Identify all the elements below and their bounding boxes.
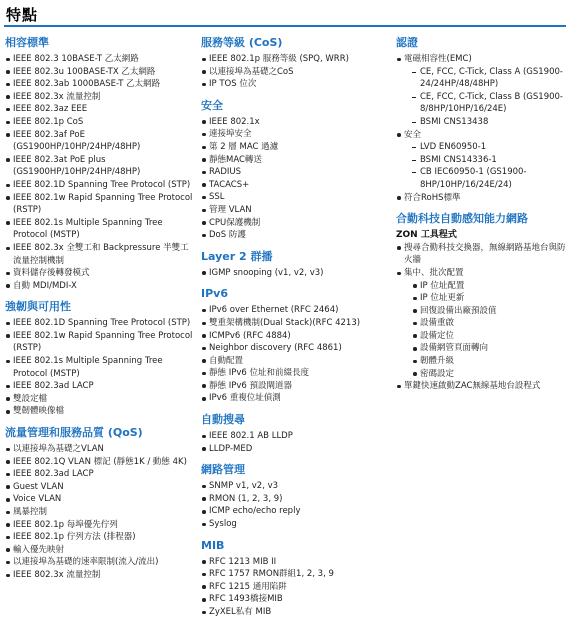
list-item: IEEE 802.1p CoS — [5, 116, 193, 129]
list-item: 以連接埠為基礎之VLAN — [5, 443, 193, 456]
list-item: RFC 1215 通用陷阱 — [201, 581, 381, 594]
feature-list — [201, 267, 381, 280]
list-item: RFC 1493橋接MIB — [201, 593, 381, 606]
section-heading: 相容標準 — [5, 36, 49, 49]
section-heading: 合勤科技自動感知能力網路 — [396, 212, 528, 226]
list-item: IEEE 802.3ab 1000BASE-T 乙太網路 — [5, 78, 193, 91]
list-item: 自動配置 — [201, 355, 381, 368]
list-item: RMON (1, 2, 3, 9) — [201, 493, 381, 506]
feature-list — [5, 443, 193, 582]
list-item: 以連接埠為基礎之CoS — [201, 66, 381, 79]
list-item — [396, 129, 568, 192]
list-item: 雙設定檔 — [5, 393, 193, 406]
list-item: IP 位址配置 — [404, 280, 568, 293]
section-certifications — [396, 36, 568, 204]
list-item: IEEE 802.1w Rapid Spanning Tree Protocol (RSTP) — [5, 192, 193, 217]
cert-list — [396, 53, 568, 204]
list-item: 靜態MAC轉送 — [201, 154, 381, 167]
list-item: 以連接埠為基礎的速率限制(流入/流出) — [5, 556, 193, 569]
list-item: Guest VLAN — [5, 481, 193, 494]
list-item: 設備重啟 — [404, 317, 568, 330]
section-heading: IPv6 — [201, 287, 228, 301]
batch-label: 集中、批次配置 — [404, 267, 464, 278]
section — [201, 250, 381, 280]
list-item — [396, 53, 568, 129]
list-item: 風暴控制 — [5, 506, 193, 519]
list-item: CE, FCC, C-Tick, Class A (GS1900-24/24HP/48/48HP) — [404, 66, 568, 91]
list-item: 符合RoHS標準 — [396, 192, 568, 205]
list-item: IEEE 802.3af PoE (GS1900HP/10HP/24HP/48HP) — [5, 129, 193, 154]
list-item: SSL — [201, 191, 381, 204]
list-item: IEEE 802.3x 流量控制 — [5, 569, 193, 582]
list-item: IEEE 802.3 10BASE-T 乙太網路 — [5, 53, 193, 66]
section — [5, 426, 193, 582]
safety-label: 安全 — [404, 129, 422, 140]
list-item: IP 位址更新 — [404, 292, 568, 305]
list-item: RFC 1757 RMON群組1, 2, 3, 9 — [201, 568, 381, 581]
list-item: 單鍵快速啟動ZAC無線基地台設程式 — [396, 380, 568, 393]
list-item: TACACS+ — [201, 179, 381, 192]
section — [201, 463, 381, 530]
section-zon — [396, 212, 568, 393]
zon-subheading: ZON 工具程式 — [396, 230, 457, 241]
list-item: CPU保護機制 — [201, 217, 381, 230]
section-heading: MIB — [201, 538, 225, 552]
list-item: ZyXEL私有 MIB — [201, 606, 381, 619]
list-item: LLDP-MED — [201, 443, 381, 456]
list-item: IEEE 802.3ad LACP — [5, 468, 193, 481]
list-item: IGMP snooping (v1, v2, v3) — [201, 267, 381, 280]
column-left — [5, 36, 193, 590]
feature-list — [201, 556, 381, 619]
safety-list — [404, 141, 568, 191]
list-item: 連接埠安全 — [201, 128, 381, 141]
list-item: IEEE 802.1s Multiple Spanning Tree Protocol (MSTP) — [5, 217, 193, 242]
list-item: Voice VLAN — [5, 493, 193, 506]
feature-list — [201, 116, 381, 242]
section — [5, 300, 193, 418]
list-item: 雙重架構機制(Dual Stack)(RFC 4213) — [201, 317, 381, 330]
list-item: 設備網管頁面轉向 — [404, 342, 568, 355]
list-item: IEEE 802.1x — [201, 116, 381, 129]
list-item: CB IEC60950-1 (GS1900-8HP/10HP/16/24E/24) — [404, 166, 568, 191]
list-item: CE, FCC, C-Tick, Class B (GS1900-8/8HP/10HP/16/24E) — [404, 91, 568, 116]
title-divider — [4, 25, 566, 27]
list-item: IEEE 802.1D Spanning Tree Protocol (STP) — [5, 317, 193, 330]
feature-list — [5, 53, 193, 292]
section — [5, 36, 193, 292]
list-item: IP TOS 位次 — [201, 78, 381, 91]
list-item: 自動 MDI/MDI-X — [5, 280, 193, 293]
list-item: IEEE 802.1p 服務等級 (SPQ, WRR) — [201, 53, 381, 66]
emc-label: 電磁相容性(EMC) — [404, 54, 472, 64]
section-heading: 流量管理和服務品質 (QoS) — [5, 426, 143, 440]
list-item: IEEE 802.1 AB LLDP — [201, 430, 381, 443]
list-item: LVD EN60950-1 — [404, 141, 568, 154]
feature-list — [201, 430, 381, 455]
section-heading: 認證 — [396, 36, 418, 49]
zon-list — [396, 242, 568, 393]
list-item: 搜尋合勤科技交換器，無線網路基地台與防火牆 — [396, 242, 568, 267]
section-heading: 網路管理 — [201, 463, 245, 477]
list-item: Neighbor discovery (RFC 4861) — [201, 342, 381, 355]
list-item: ICMPv6 (RFC 4884) — [201, 330, 381, 343]
list-item: IPv6 over Ethernet (RFC 2464) — [201, 304, 381, 317]
list-item: 設備定位 — [404, 330, 568, 343]
list-item: DoS 防護 — [201, 229, 381, 242]
section — [201, 413, 381, 455]
list-item — [396, 267, 568, 380]
list-item: IEEE 802.1p 每埠優先佇列 — [5, 519, 193, 532]
list-item: Syslog — [201, 518, 381, 531]
list-item: 輸入優先映射 — [5, 544, 193, 557]
section-heading: Layer 2 群播 — [201, 249, 273, 263]
feature-list — [5, 317, 193, 418]
feature-list — [201, 53, 381, 91]
list-item: IEEE 802.3x 流量控制 — [5, 91, 193, 104]
list-item: BSMI CNS13438 — [404, 116, 568, 129]
list-item: BSMI CNS14336-1 — [404, 154, 568, 167]
section-heading: 自動搜尋 — [201, 413, 245, 427]
list-item: IEEE 802.3x 全雙工和 Backpressure 半雙工流量控制機制 — [5, 242, 193, 267]
batch-list — [404, 280, 568, 381]
list-item: IEEE 802.1Q VLAN 標記 (靜態1K / 動態 4K) — [5, 456, 193, 469]
feature-list — [201, 304, 381, 405]
list-item: 密碼設定 — [404, 368, 568, 381]
list-item: IEEE 802.3at PoE plus (GS1900HP/10HP/24HP/48HP) — [5, 154, 193, 179]
list-item: IEEE 802.1s Multiple Spanning Tree Protocol (MSTP) — [5, 355, 193, 380]
section — [201, 36, 381, 91]
list-item: IEEE 802.1D Spanning Tree Protocol (STP) — [5, 179, 193, 192]
list-item: IEEE 802.3u 100BASE-TX 乙太網路 — [5, 66, 193, 79]
list-item: RFC 1213 MIB II — [201, 556, 381, 569]
list-item: IEEE 802.1p 佇列方法 (排程器) — [5, 531, 193, 544]
list-item: SNMP v1, v2, v3 — [201, 480, 381, 493]
list-item: 雙韌體映像檔 — [5, 405, 193, 418]
list-item: 靜態 IPv6 預設閘道器 — [201, 380, 381, 393]
column-right — [396, 36, 568, 401]
section — [201, 287, 381, 405]
list-item: 韌體升級 — [404, 355, 568, 368]
feature-list — [201, 480, 381, 530]
page-title: 特點 — [6, 6, 39, 24]
emc-list — [404, 66, 568, 129]
section-heading: 安全 — [201, 98, 223, 112]
list-item: IPv6 重複位址偵測 — [201, 392, 381, 405]
column-middle — [201, 36, 381, 627]
list-item: IEEE 802.3ad LACP — [5, 380, 193, 393]
list-item: 靜態 IPv6 位址和前綴長度 — [201, 367, 381, 380]
section — [201, 539, 381, 619]
list-item: 第 2 層 MAC 過濾 — [201, 141, 381, 154]
list-item: ICMP echo/echo reply — [201, 505, 381, 518]
list-item: 管理 VLAN — [201, 204, 381, 217]
list-item: IEEE 802.1w Rapid Spanning Tree Protocol (RSTP) — [5, 330, 193, 355]
section — [201, 99, 381, 242]
section-heading: 服務等級 (CoS) — [201, 36, 283, 49]
list-item: IEEE 802.3az EEE — [5, 103, 193, 116]
section-heading: 強韌與可用性 — [5, 300, 71, 314]
list-item: RADIUS — [201, 166, 381, 179]
list-item: 資料儲存後轉發模式 — [5, 267, 193, 280]
list-item: 回復設備出廠預設值 — [404, 305, 568, 318]
